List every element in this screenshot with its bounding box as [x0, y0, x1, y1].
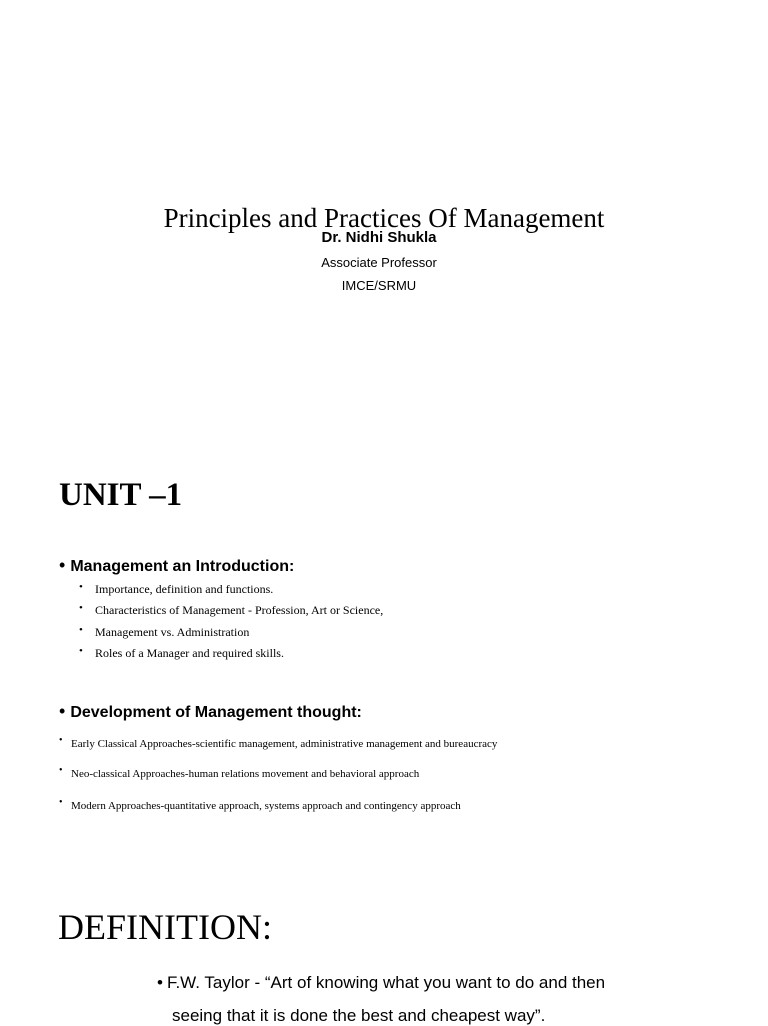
list-item: • Modern Approaches-quantitative approach, systems approach and contingency approach [59, 797, 461, 812]
section-heading-introduction: • Management an Introduction: [59, 555, 295, 575]
presentation-title: Principles and Practices Of Management [163, 203, 605, 233]
bullet-icon: • [59, 735, 63, 746]
author-name: Dr. Nidhi Shukla [321, 229, 437, 246]
list-item: • Management vs. Administration [79, 624, 250, 639]
definition-heading: DEFINITION: [58, 907, 272, 947]
list-item: • Importance, definition and functions. [79, 581, 274, 596]
author-role: Associate Professor [321, 255, 437, 270]
bullet-icon: • [79, 645, 83, 657]
bullet-icon: • [79, 602, 83, 614]
list-item: • Roles of a Manager and required skills. [79, 645, 284, 660]
bullet-icon: • [59, 701, 66, 721]
list-item: • Neo-classical Approaches-human relations movement and behavioral approach [59, 765, 420, 780]
section-heading-development: • Development of Management thought: [59, 701, 362, 721]
bullet-icon: • [59, 797, 63, 808]
bullet-icon: • [59, 555, 66, 575]
definition-quote-line1: • F.W. Taylor - “Art of knowing what you want to do and then [157, 973, 606, 992]
bullet-icon: • [59, 765, 63, 776]
unit-heading: UNIT –1 [59, 477, 183, 513]
bullet-icon: • [79, 581, 83, 593]
definition-quote-line2: seeing that it is done the best and cheapest way”. [172, 1006, 546, 1025]
list-item: • Characteristics of Management - Profession, Art or Science, [79, 602, 384, 617]
bullet-icon: • [157, 973, 163, 992]
bullet-icon: • [79, 624, 83, 636]
list-item: • Early Classical Approaches-scientific management, administrative management and bureaucracy [59, 735, 498, 750]
author-institution: IMCE/SRMU [341, 278, 417, 293]
